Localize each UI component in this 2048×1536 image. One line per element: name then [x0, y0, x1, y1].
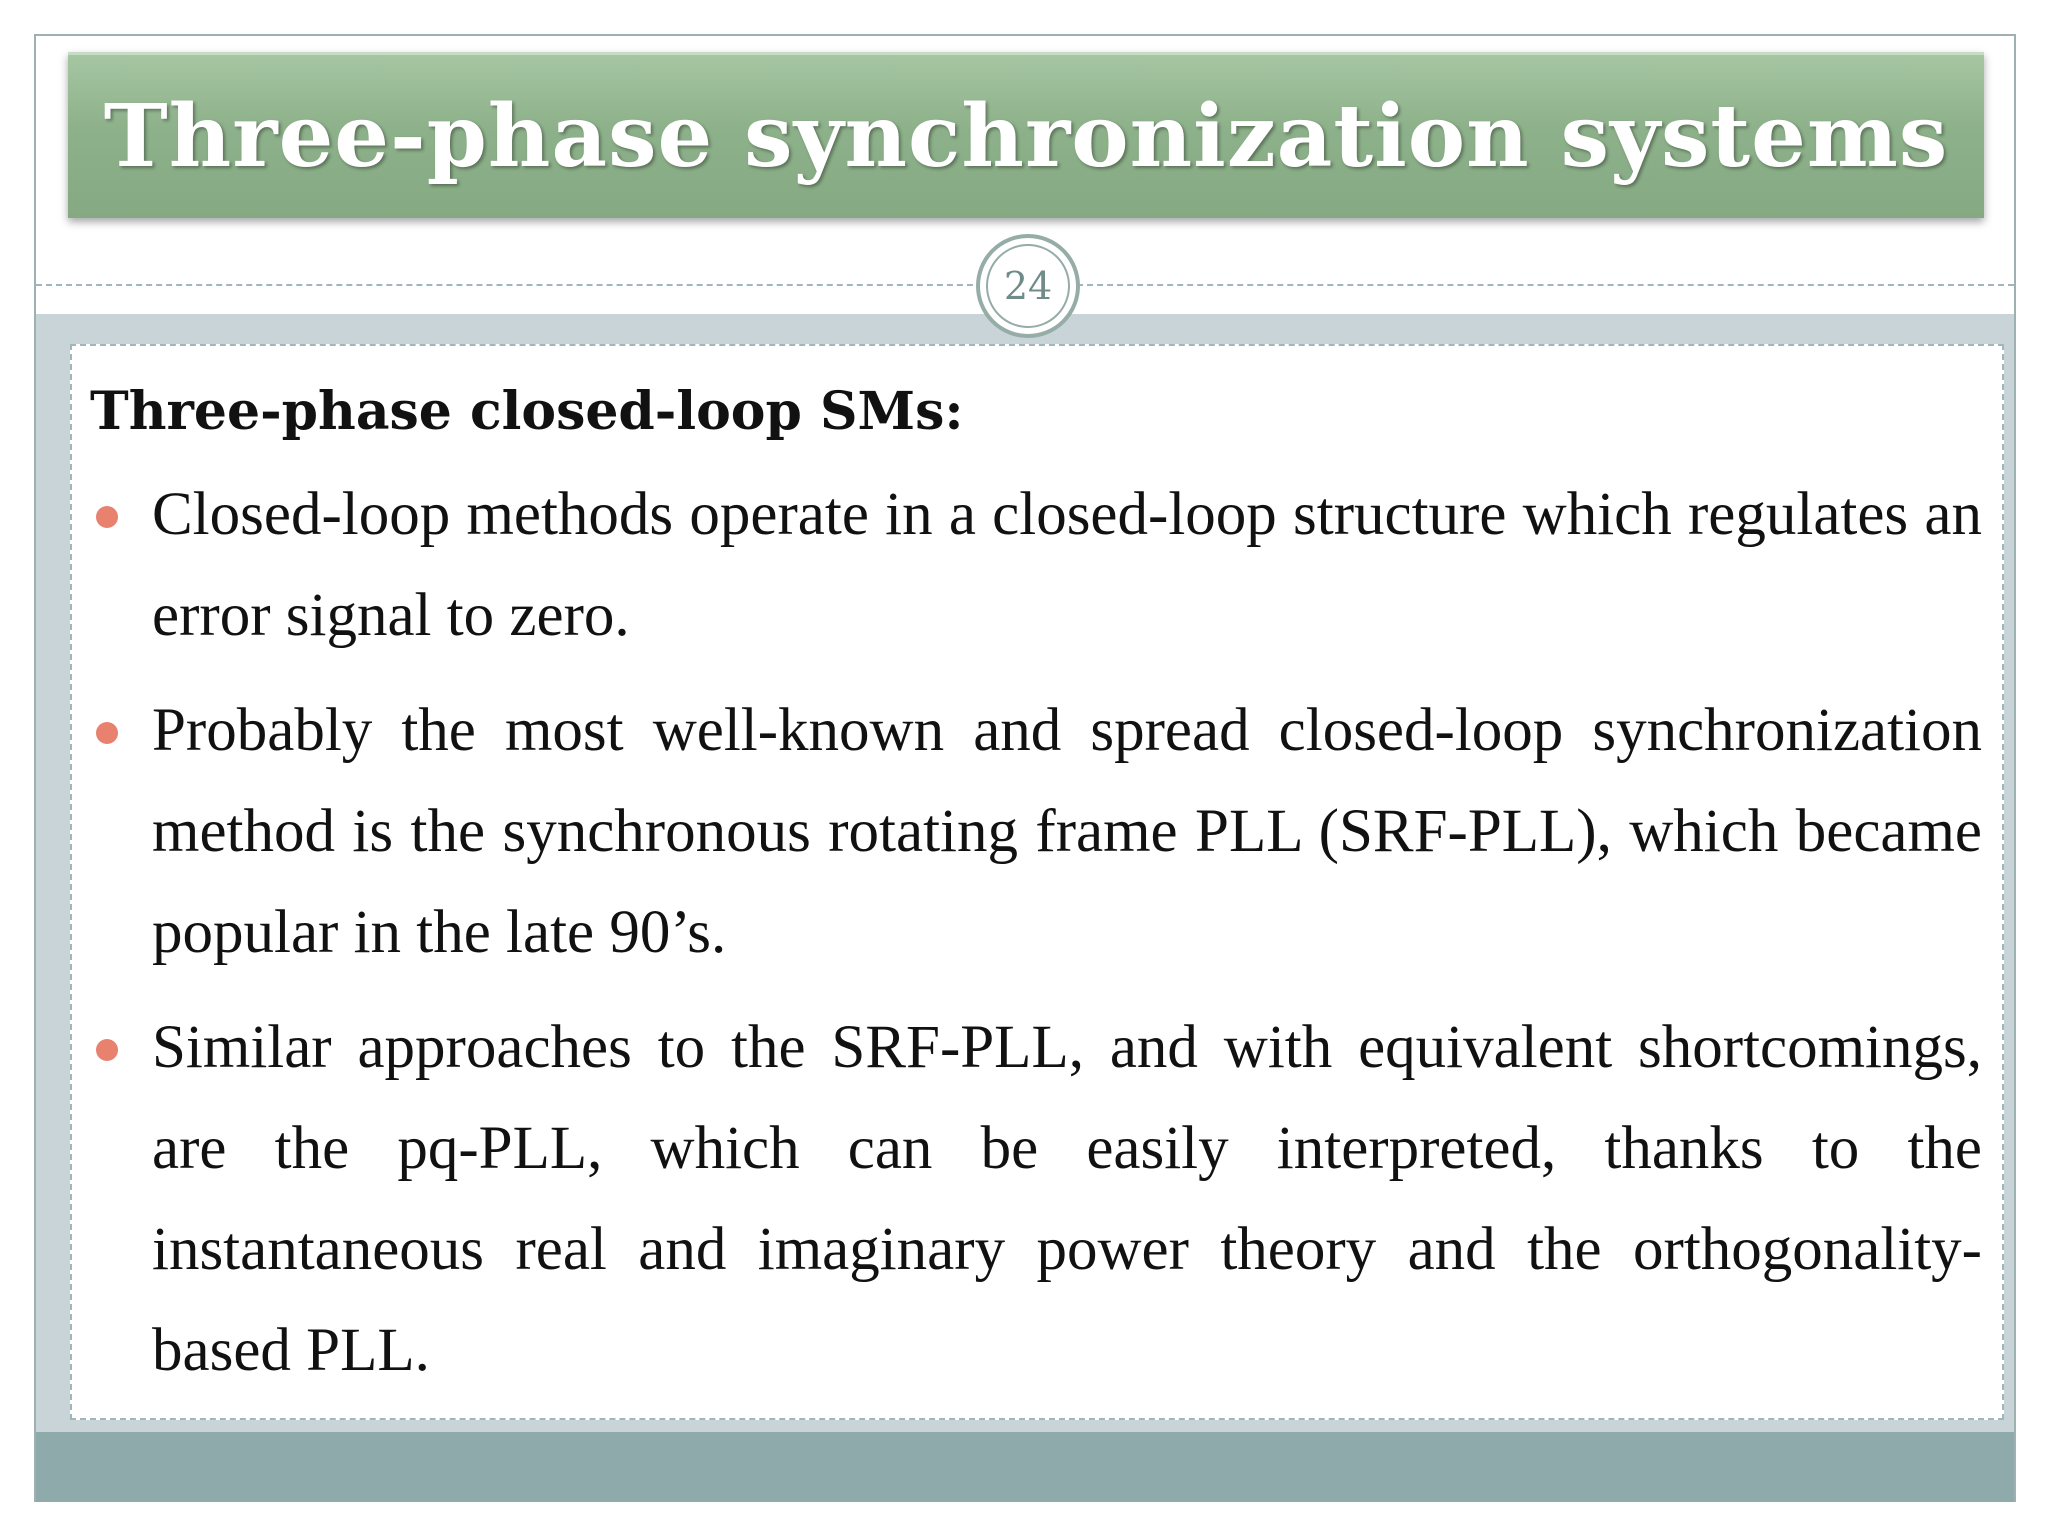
bullet-item — [90, 680, 1984, 983]
footer-band — [36, 1432, 2014, 1502]
slide — [34, 34, 2016, 1502]
bullet-dot-icon — [96, 506, 118, 528]
section-heading: Three-phase closed-loop SMs: — [90, 381, 964, 442]
page-number-badge — [976, 234, 1080, 338]
bullet-text: Similar approaches to the SRF-PLL, and with equivalent shortcomings, are the pq-PLL, which can be easily interpreted, thanks to the instantaneous real and imaginary power theory and the orthogonality-based PLL. — [152, 1014, 1982, 1384]
page-number: 24 — [1003, 264, 1053, 308]
title-bar — [68, 52, 1984, 218]
content-box — [70, 344, 2004, 1420]
bullet-text: Probably the most well-known and spread closed-loop synchronization method is the synchronous rotating frame PLL (SRF-PLL), which became popular in the late 90’s. — [152, 697, 1982, 966]
bullet-item — [90, 464, 1984, 666]
bullet-text: Closed-loop methods operate in a closed-loop structure which regulates an error signal to zero. — [152, 481, 1982, 649]
slide-title: Three-phase synchronization systems — [103, 86, 1949, 187]
bullet-dot-icon — [96, 722, 118, 744]
bullet-dot-icon — [96, 1039, 118, 1061]
bullet-item — [90, 997, 1984, 1401]
bullet-list — [90, 464, 1984, 1401]
